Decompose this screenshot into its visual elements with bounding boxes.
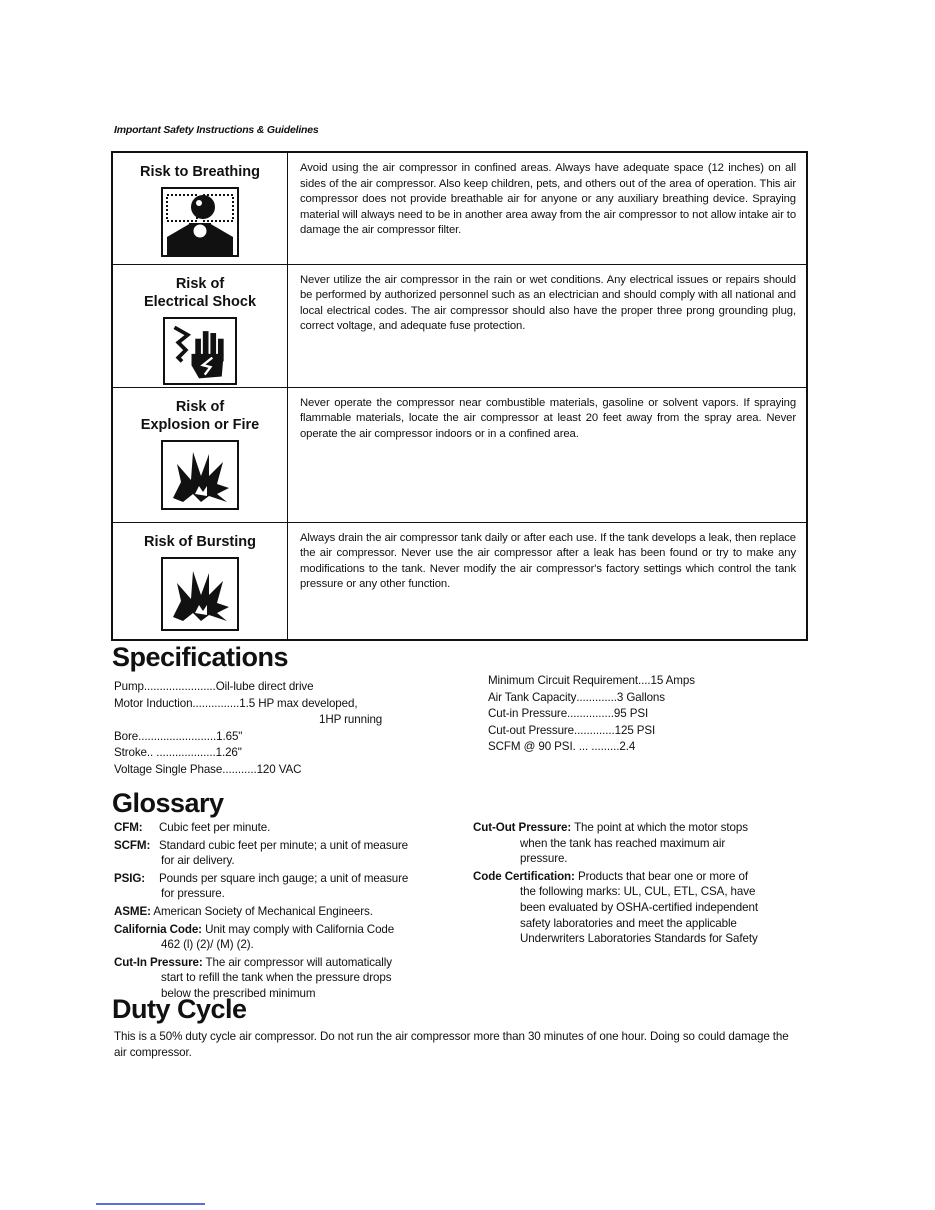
- hazard-label-cell: [112, 152, 288, 264]
- glossary-term: California Code:: [114, 922, 202, 936]
- glossary-term: PSIG:: [114, 871, 146, 885]
- spec-leader: ...........: [222, 762, 257, 776]
- spec-row: [488, 739, 808, 756]
- spec-name: Bore: [114, 729, 139, 743]
- glossary-definition: Standard cubic feet per minute; a unit of measure: [159, 838, 409, 852]
- hazard-row-explosion: [112, 387, 807, 522]
- glossary-definition-cont: pressure.: [520, 852, 568, 866]
- spec-value: 125 PSI: [614, 723, 656, 737]
- glossary-definition: Cubic feet per minute.: [159, 821, 271, 834]
- explosion-icon: [161, 440, 239, 510]
- hazard-row-breathing: [112, 152, 807, 264]
- spec-leader: .......................: [143, 680, 216, 693]
- glossary-entry: [114, 838, 464, 869]
- spec-value: 1HP running: [319, 713, 383, 727]
- glossary-definition: Pounds per square inch gauge; a unit of measure: [159, 871, 409, 885]
- glossary-term: Cut-In Pressure:: [114, 955, 203, 969]
- spec-row: [488, 673, 808, 690]
- spec-leader: .........................: [138, 729, 217, 743]
- spec-name: Air Tank Capacity: [488, 690, 577, 704]
- spec-value: 1.26": [215, 746, 242, 760]
- hazard-title: Risk of Bursting: [144, 533, 256, 550]
- glossary-definition: The point at which the motor stops: [574, 821, 748, 834]
- glossary-definition-cont: Underwriters Laboratories Standards for Safety: [520, 932, 758, 946]
- glossary-definition-cont: below the prescribed minimum: [161, 986, 316, 1000]
- glossary-entry: [473, 869, 813, 947]
- spec-name: Cut-out Pressure: [488, 723, 575, 737]
- glossary-definition-cont: the following marks: UL, CUL, ETL, CSA, have: [520, 885, 756, 899]
- spec-value: 95 PSI: [613, 707, 649, 721]
- spec-leader: .. ...................: [146, 746, 216, 760]
- spec-value: 2.4: [619, 740, 636, 754]
- specifications-right-column: [488, 673, 808, 756]
- spec-row: [114, 729, 474, 746]
- running-header: Important Safety Instructions & Guidelines: [114, 124, 319, 136]
- hazard-row-bursting: [112, 522, 807, 640]
- spec-value: 1.65": [216, 729, 243, 743]
- glossary-definition-cont: for air delivery.: [161, 854, 235, 868]
- spec-name: Voltage Single Phase: [114, 762, 223, 776]
- glossary-entry: [473, 820, 813, 867]
- spec-value: 3 Gallons: [616, 690, 665, 704]
- spec-value: 1.5 HP max developed,: [239, 696, 358, 710]
- hazard-title: Electrical Shock: [143, 293, 257, 310]
- spec-name: SCFM @ 90 PSI: [488, 740, 573, 754]
- glossary-right-column: [473, 820, 813, 947]
- glossary-term: SCFM:: [114, 838, 151, 852]
- hazard-title: Explosion or Fire: [140, 416, 260, 433]
- glossary-entry: [114, 904, 464, 920]
- hazard-label-cell: [112, 522, 288, 640]
- spec-name: Motor Induction: [114, 696, 193, 710]
- spec-row: [488, 706, 808, 723]
- spec-value: Oil-lube direct drive: [215, 680, 314, 693]
- hazard-description: Never operate the compressor near combustible materials, gasoline or solvent vapors. If spraying flammable materials, locate the air compressor at least 20 feet away from the spray area. Never operate the air compressor indoors or in a confined area.: [288, 387, 808, 522]
- glossary-definition-cont: 462 (l) (2)/ (M) (2).: [161, 938, 254, 952]
- glossary-left-column: [114, 820, 464, 1002]
- electric-shock-hand-icon: [163, 317, 237, 385]
- glossary-entry: [114, 871, 464, 902]
- glossary-term: Cut-Out Pressure:: [473, 821, 572, 834]
- hazard-row-electrical: [112, 264, 807, 387]
- respiratory-hazard-icon: [161, 187, 239, 257]
- spec-name: Minimum Circuit Requirement: [488, 674, 638, 687]
- spec-leader: ...............: [192, 696, 240, 710]
- glossary-entry: [114, 820, 464, 836]
- glossary-definition-cont: safety laboratories and meet the applicable: [520, 916, 737, 930]
- spec-name: Stroke: [114, 746, 147, 760]
- spec-name: Cut-in Pressure: [488, 707, 568, 721]
- specifications-left-column: [114, 679, 474, 779]
- hazard-label-cell: [112, 387, 288, 522]
- glossary-definition-cont: for pressure.: [161, 887, 225, 901]
- spec-row-continuation: [114, 712, 474, 729]
- hazard-description: Avoid using the air compressor in confined areas. Always have adequate space (12 inches) on all sides of the air compressor. Also keep children, pets, and others out of the area of operation. This air compressor does not provide breathable air for anyone or any auxiliary breathing device. Spraying material will always need to be in another area away from the air compressor to not allow intake air to damage the air compressor filter.: [288, 152, 808, 264]
- glossary-definition-cont: been evaluated by OSHA-certified independent: [520, 900, 758, 914]
- footer-rule: [96, 1203, 205, 1205]
- spec-leader: ....: [638, 674, 651, 687]
- spec-value: 15 Amps: [650, 674, 695, 687]
- glossary-heading: Glossary: [112, 788, 224, 818]
- spec-leader: .............: [576, 690, 617, 704]
- spec-row: [114, 679, 474, 696]
- glossary-definition: The air compressor will automatically: [205, 955, 392, 969]
- spec-leader: . ... .........: [572, 740, 620, 754]
- burst-icon: [161, 557, 239, 631]
- spec-row: [114, 745, 474, 762]
- duty-cycle-heading: Duty Cycle: [112, 994, 247, 1024]
- spec-leader: .............: [574, 723, 615, 737]
- glossary-term: Code Certification:: [473, 869, 575, 883]
- hazard-description: Never utilize the air compressor in the rain or wet conditions. Any electrical issues or repairs should be performed by authorized personnel such as an electrician and should comply with all national and local electrical codes. The air compressor should also have the proper three prong grounding plug, correct voltage, and adequate fuse protection.: [288, 264, 808, 387]
- spec-row: [488, 723, 808, 740]
- glossary-definition: Unit may comply with California Code: [205, 922, 395, 936]
- specifications-heading: Specifications: [112, 642, 289, 672]
- hazard-label-cell: [112, 264, 288, 387]
- hazard-title: Risk of: [175, 398, 225, 415]
- glossary-definition-cont: when the tank has reached maximum air: [520, 836, 726, 850]
- glossary-entry: [114, 922, 464, 953]
- hazard-title: Risk to Breathing: [139, 164, 261, 180]
- glossary-term: ASME:: [114, 904, 151, 918]
- spec-leader: ...............: [567, 707, 614, 721]
- spec-row: [114, 696, 474, 713]
- duty-cycle-text: This is a 50% duty cycle air compressor. Do not run the air compressor more than 30 minutes of one hour. Doing so could damage the air compressor.: [114, 1030, 789, 1059]
- hazard-title: Risk of: [175, 275, 225, 292]
- glossary-definition-cont: start to refill the tank when the pressure drops: [161, 971, 392, 985]
- glossary-definition: Products that bear one or more of: [577, 869, 748, 883]
- spec-value: 120 VAC: [256, 762, 302, 776]
- spec-row: [114, 762, 474, 779]
- hazard-table: [111, 151, 808, 641]
- glossary-definition: American Society of Mechanical Engineers.: [153, 904, 373, 918]
- hazard-description: Always drain the air compressor tank daily or after each use. If the tank develops a leak, then replace the air compressor. Never use the air compressor after a leak has been found or try to make any modifications to the tank. Never modify the air compressor's factory settings which control the tank pressure or any other function.: [288, 522, 808, 640]
- spec-row: [488, 690, 808, 707]
- spec-name: Pump: [114, 680, 144, 693]
- glossary-term: CFM:: [114, 821, 143, 834]
